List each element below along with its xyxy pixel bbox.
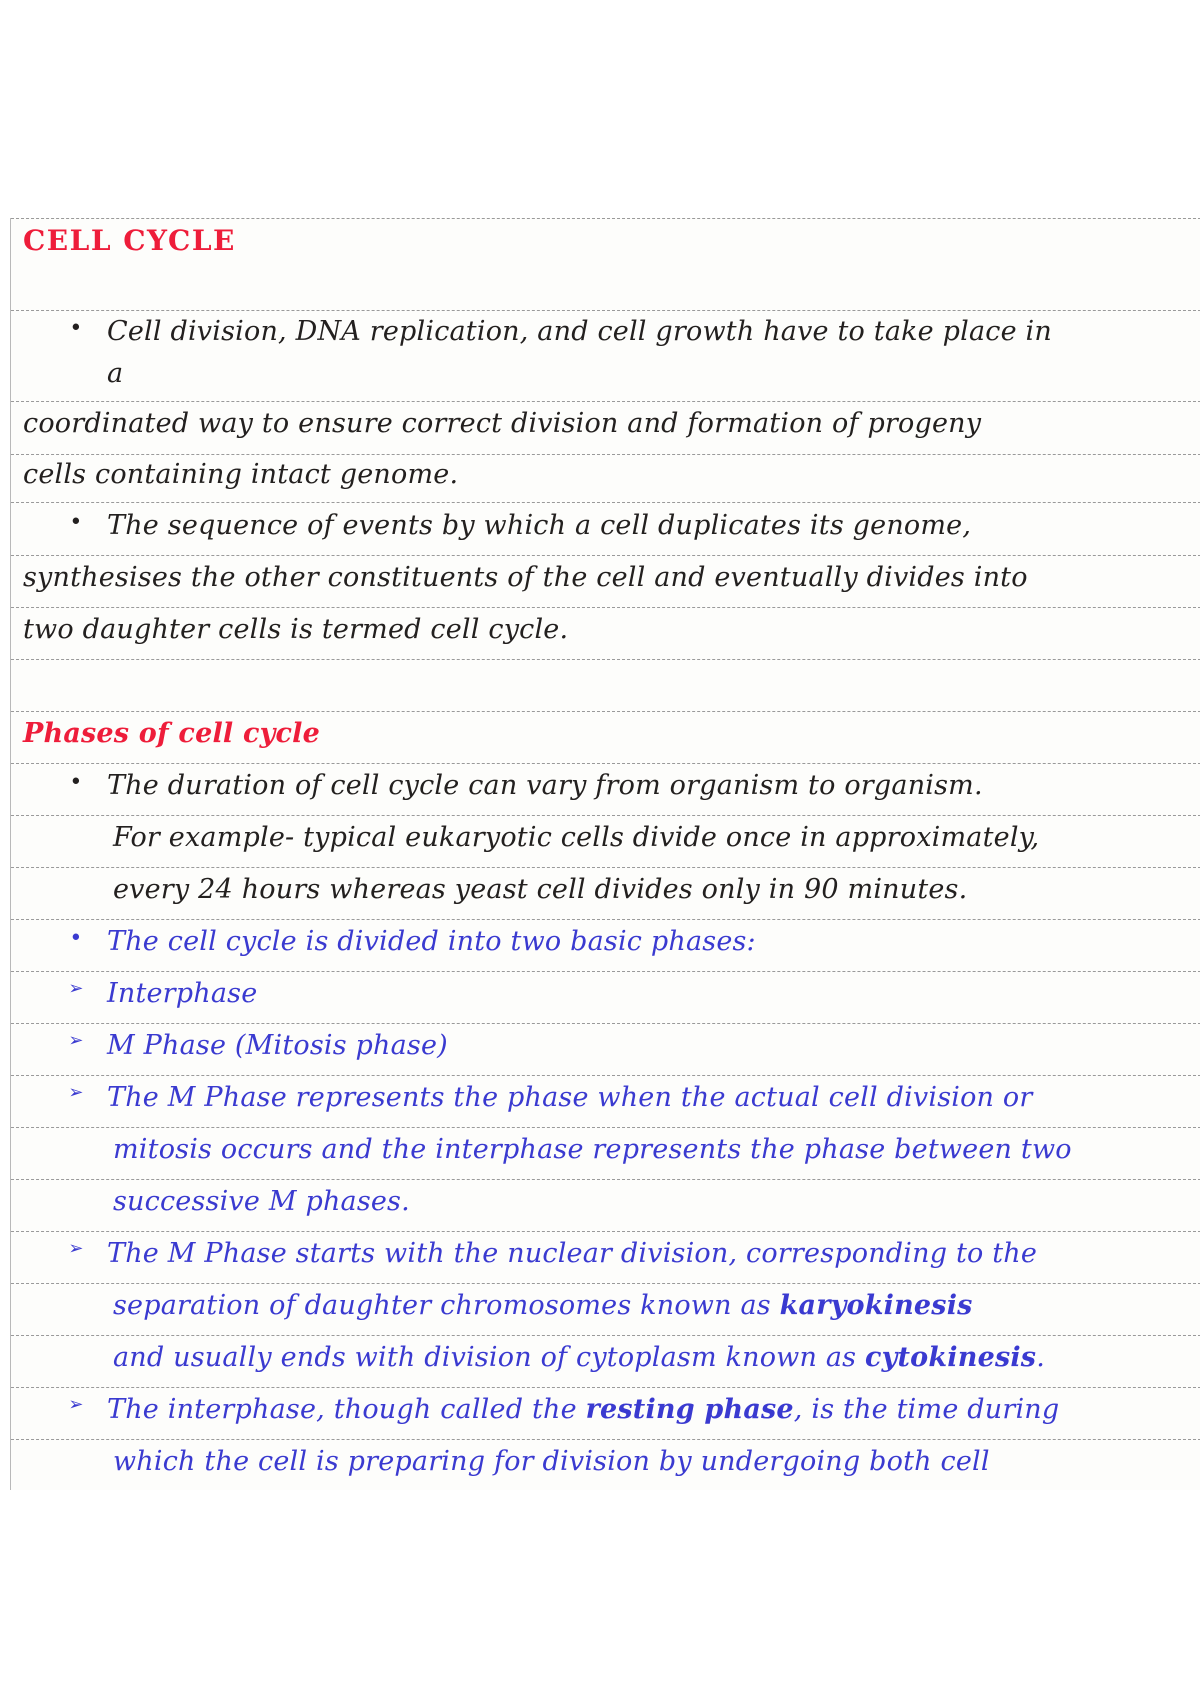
text-line-text: which the cell is preparing for division by undergoing both cell bbox=[113, 1446, 990, 1477]
page-title-text: CELL CYCLE bbox=[23, 224, 236, 257]
ruled-line bbox=[11, 218, 1200, 219]
text-line-text bbox=[113, 1342, 1045, 1373]
ruled-line bbox=[11, 310, 1200, 311]
section-heading-text: Phases of cell cycle bbox=[23, 718, 320, 749]
ruled-line bbox=[11, 401, 1200, 402]
arrow-bullet-icon: ➢ bbox=[68, 1082, 84, 1103]
text-line-text: synthesises the other constituents of the cell and eventually divides into bbox=[23, 562, 1028, 593]
ruled-line bbox=[11, 919, 1200, 920]
list-item-text: The M Phase starts with the nuclear division, corresponding to the bbox=[107, 1238, 1038, 1269]
list-item-text: The sequence of events by which a cell duplicates its genome, bbox=[107, 510, 972, 541]
ruled-line bbox=[11, 971, 1200, 972]
ruled-line bbox=[11, 1335, 1200, 1336]
ruled-line bbox=[11, 659, 1200, 660]
bullet-icon: • bbox=[69, 770, 83, 795]
text-segment: , is the time during bbox=[793, 1394, 1060, 1425]
ruled-line bbox=[11, 1283, 1200, 1284]
bullet-icon: • bbox=[69, 510, 83, 535]
ruled-line bbox=[11, 711, 1200, 712]
ruled-line bbox=[11, 607, 1200, 608]
text-line-text: coordinated way to ensure correct division and formation of progeny bbox=[23, 408, 982, 439]
bullet-icon: • bbox=[69, 316, 83, 341]
key-term-karyokinesis: karyokinesis bbox=[779, 1290, 973, 1321]
ruled-line bbox=[11, 1075, 1200, 1076]
key-term-resting-phase: resting phase bbox=[585, 1394, 794, 1425]
ruled-line bbox=[11, 1439, 1200, 1440]
list-item-text bbox=[107, 1394, 1059, 1425]
text-segment: and usually ends with division of cytoplasm known as bbox=[113, 1342, 865, 1373]
list-item-text: Interphase bbox=[107, 978, 258, 1009]
arrow-bullet-icon: ➢ bbox=[68, 1238, 84, 1259]
list-item-text: The duration of cell cycle can vary from organism to organism. bbox=[107, 770, 983, 801]
text-line-text: cells containing intact genome. bbox=[23, 459, 459, 490]
ruled-line bbox=[11, 454, 1200, 455]
list-item-text: The cell cycle is divided into two basic phases: bbox=[107, 926, 756, 957]
ruled-line bbox=[11, 867, 1200, 868]
ruled-line bbox=[11, 1023, 1200, 1024]
text-segment: The interphase, though called the bbox=[107, 1394, 586, 1425]
notebook-page bbox=[10, 218, 1200, 1490]
ruled-line bbox=[11, 1387, 1200, 1388]
text-line-text: every 24 hours whereas yeast cell divides only in 90 minutes. bbox=[113, 874, 968, 905]
ruled-line bbox=[11, 1179, 1200, 1180]
bullet-icon: • bbox=[69, 926, 83, 951]
ruled-line bbox=[11, 555, 1200, 556]
ruled-line bbox=[11, 1127, 1200, 1128]
list-item-text: M Phase (Mitosis phase) bbox=[107, 1030, 448, 1061]
list-item-text: The M Phase represents the phase when the actual cell division or bbox=[107, 1082, 1033, 1113]
ruled-line bbox=[11, 763, 1200, 764]
text-segment: . bbox=[1036, 1342, 1046, 1373]
text-line-text: successive M phases. bbox=[113, 1186, 410, 1217]
text-line-text: two daughter cells is termed cell cycle. bbox=[23, 614, 569, 645]
text-line-text: mitosis occurs and the interphase represents the phase between two bbox=[113, 1134, 1072, 1165]
ruled-line bbox=[11, 502, 1200, 503]
list-item-text: Cell division, DNA replication, and cell growth have to take place in bbox=[107, 316, 1052, 347]
arrow-bullet-icon: ➢ bbox=[68, 1030, 84, 1051]
text-line-text: a bbox=[107, 358, 124, 389]
arrow-bullet-icon: ➢ bbox=[68, 1394, 84, 1415]
ruled-line bbox=[11, 1231, 1200, 1232]
arrow-bullet-icon: ➢ bbox=[68, 978, 84, 999]
text-line-text bbox=[113, 1290, 973, 1321]
key-term-cytokinesis: cytokinesis bbox=[864, 1342, 1037, 1373]
ruled-line bbox=[11, 815, 1200, 816]
text-segment: separation of daughter chromosomes known as bbox=[113, 1290, 780, 1321]
text-line-text: For example- typical eukaryotic cells divide once in approximately, bbox=[113, 822, 1040, 853]
